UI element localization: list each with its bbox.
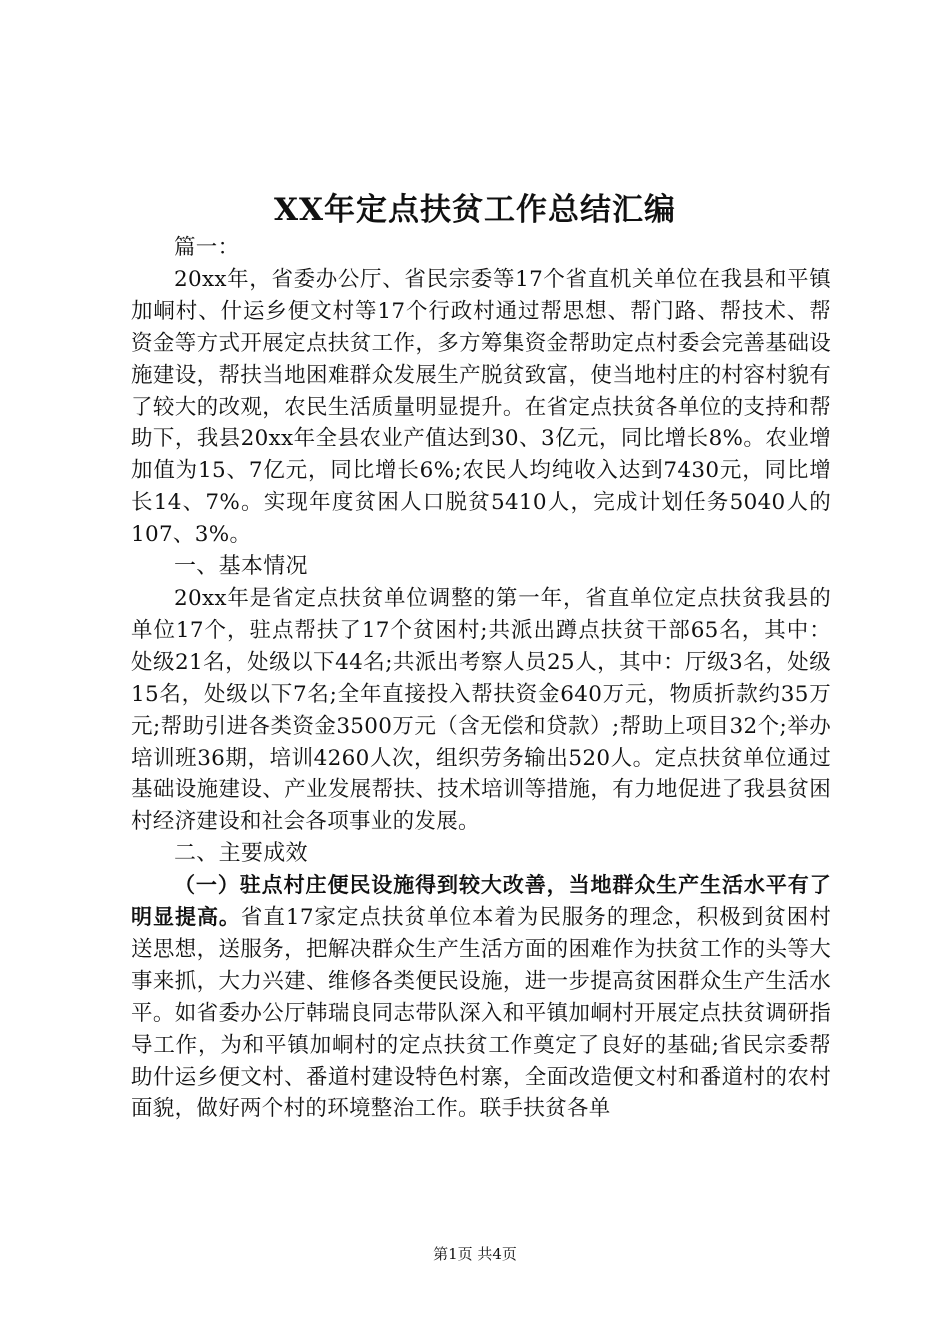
section-label: 篇一： — [174, 235, 240, 260]
document-body — [131, 232, 831, 1125]
intro-paragraph: 20xx年，省委办公厅、省民宗委等17个省直机关单位在我县和平镇加峒村、什运乡便文村等17个行政村通过帮思想、帮门路、帮技术、帮资金等方式开展定点扶贫工作，多方筹集资金帮助定点村委会完善基础设施建设，帮扶当地困难群众发展生产脱贫致富，使当地村庄的村容村貌有了较大的改观，农民生活质量明显提升。在省定点扶贫各单位的支持和帮助下，我县20xx年全县农业产值达到30、3亿元，同比增长8%。农业增加值为15、7亿元，同比增长6%;农民人均纯收入达到7430元，同比增长14、7%。实现年度贫困人口脱贫5410人，完成计划任务5040人的107、3%。 — [131, 266, 831, 548]
heading-basic-situation: 一、基本情况 — [174, 554, 308, 580]
subheading-lead: （一）驻点村庄便民设施得到较大改善，当地群众生产生活水平有了明显提高。 — [131, 873, 831, 930]
page-footer: 第1页 共4页 — [433, 1245, 517, 1263]
results-paragraph — [131, 870, 831, 1125]
results-paragraph-text: 省直17家定点扶贫单位本着为民服务的理念，积极到贫困村送思想，送服务，把解决群众生产生活方面的困难作为扶贫工作的头等大事来抓，大力兴建、维修各类便民设施，进一步提高贫困群众生产生活水平。如省委办公厅韩瑞良同志带队深入和平镇加峒村开展定点扶贫调研指导工作，为和平镇加峒村的定点扶贫工作奠定了良好的基础;省民宗委帮助什运乡便文村、番道村建设特色村寨，全面改造便文村和番道村的农村面貌，做好两个村的环境整治工作。联手扶贫各单 — [131, 905, 831, 1122]
basic-situation-paragraph: 20xx年是省定点扶贫单位调整的第一年，省直单位定点扶贫我县的单位17个，驻点帮扶了17个贫困村;共派出蹲点扶贫干部65名，其中：处级21名，处级以下44名;共派出考察人员25人，其中：厅级3名，处级15名，处级以下7名;全年直接投入帮扶资金640万元，物质折款约35万元;帮助引进各类资金3500万元（含无偿和贷款）;帮助上项目32个;举办培训班36期，培训4260人次，组织劳务输出520人。定点扶贫单位通过基础设施建设、产业发展帮扶、技术培训等措施，有力地促进了我县贫困村经济建设和社会各项事业的发展。 — [131, 585, 831, 835]
heading-main-results: 二、主要成效 — [174, 841, 308, 867]
document-title: XX年定点扶贫工作总结汇编 — [273, 192, 677, 228]
